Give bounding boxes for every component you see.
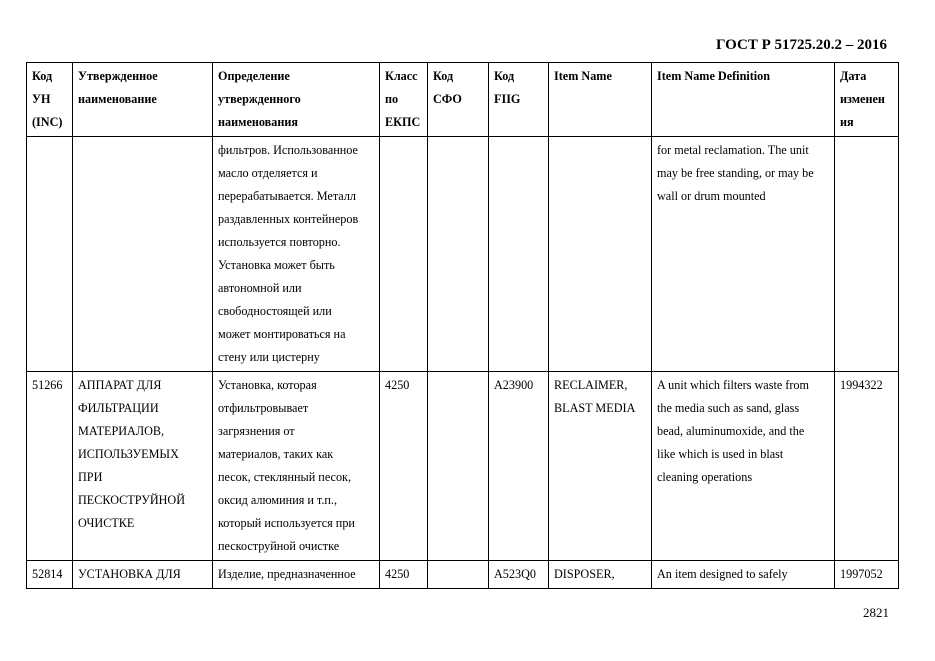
cell-line: An item designed to safely [657,567,788,581]
header-line: Определение [218,69,290,83]
cell-line: DISPOSER, [554,567,615,581]
header-line: Код [433,69,454,83]
header-line: Утвержденное [78,69,158,83]
cell-definition [213,137,380,372]
cell-line: like which is used in blast [657,447,784,461]
cell-line: загрязнения от [218,424,295,438]
header-definition [213,63,380,137]
cell-line: 4250 [385,567,410,581]
cell-fiig-code [489,372,549,561]
cell-fiig-code [489,561,549,589]
cell-line: may be free standing, or may be [657,166,814,180]
cell-sfo-code [428,561,489,589]
cell-definition [213,561,380,589]
cell-line: масло отделяется и [218,166,318,180]
cell-line: A523Q0 [494,567,536,581]
cell-line: фильтров. Использованное [218,143,358,157]
cell-line: wall or drum mounted [657,189,766,203]
header-line: FIIG [494,92,521,106]
cell-line: 4250 [385,378,410,392]
cell-definition [213,372,380,561]
cell-line: ФИЛЬТРАЦИИ [78,401,159,415]
header-sfo-code [428,63,489,137]
header-line: ия [840,115,854,129]
cell-change-date [835,561,899,589]
cell-line: BLAST MEDIA [554,401,636,415]
header-line: УН [32,92,51,106]
cell-line: который используется при [218,516,355,530]
header-approved-name [73,63,213,137]
cell-code-un-inc [27,372,73,561]
cell-line: the media such as sand, glass [657,401,800,415]
cell-item-name-definition [652,372,835,561]
cell-change-date [835,137,899,372]
cell-line: 1994322 [840,378,883,392]
cell-line: перерабатывается. Металл [218,189,356,203]
header-line: ЕКПС [385,115,421,129]
cell-line: Изделие, предназначенное [218,567,356,581]
cell-item-name [549,372,652,561]
header-line: Код [32,69,53,83]
table-header-row [27,63,899,137]
cell-line: RECLAIMER, [554,378,628,392]
cell-line: песок, стеклянный песок, [218,470,352,484]
cell-line: стену или цистерну [218,350,320,364]
cell-line: АППАРАТ ДЛЯ [78,378,162,392]
header-line: утвержденного [218,92,301,106]
header-item-name [549,63,652,137]
cell-ekps-class [380,137,428,372]
header-code-un-inc [27,63,73,137]
cell-line: отфильтровывает [218,401,309,415]
header-line: Item Name Definition [657,69,771,83]
cell-line: УСТАНОВКА ДЛЯ [78,567,181,581]
cell-line: ПЕСКОСТРУЙНОЙ [78,493,186,507]
cell-line: ИСПОЛЬЗУЕМЫХ [78,447,179,461]
header-change-date [835,63,899,137]
page-number: 2821 [863,605,889,620]
cell-approved-name [73,372,213,561]
cell-line: Установка, которая [218,378,317,392]
header-line: по [385,92,399,106]
document-header: ГОСТ Р 51725.20.2 – 2016 [715,37,887,53]
cell-line: 51266 [32,378,63,392]
cell-line: раздавленных контейнеров [218,212,359,226]
cell-approved-name [73,561,213,589]
cell-item-name [549,137,652,372]
header-fiig-code [489,63,549,137]
cell-line: for metal reclamation. The unit [657,143,809,157]
cell-line: ОЧИСТКЕ [78,516,135,530]
cell-line: может монтироваться на [218,327,346,341]
header-line: Класс [385,69,418,83]
table-row [27,561,899,589]
cell-line: автономной или [218,281,302,295]
cell-line: материалов, таких как [218,447,334,461]
cell-item-name-definition [652,137,835,372]
cell-approved-name [73,137,213,372]
header-line: изменен [840,92,885,106]
header-line: наименования [218,115,298,129]
header-line: (INC) [32,115,63,129]
header-line: Дата [840,69,867,83]
cell-code-un-inc [27,137,73,372]
cell-ekps-class [380,561,428,589]
cell-line: 1997052 [840,567,883,581]
header-line: наименование [78,92,157,106]
cell-sfo-code [428,372,489,561]
cell-line: A23900 [494,378,534,392]
cell-line: пескоструйной очистке [218,539,340,553]
cell-line: bead, aluminumoxide, and the [657,424,805,438]
classification-table [26,62,899,589]
cell-code-un-inc [27,561,73,589]
cell-line: оксид алюминия и т.п., [218,493,338,507]
cell-line: 52814 [32,567,63,581]
cell-line: ПРИ [78,470,103,484]
cell-line: свободностоящей или [218,304,332,318]
cell-change-date [835,372,899,561]
table-row [27,372,899,561]
cell-line: Установка может быть [218,258,335,272]
header-line: Код [494,69,515,83]
header-ekps-class [380,63,428,137]
cell-item-name-definition [652,561,835,589]
header-line: Item Name [554,69,612,83]
cell-item-name [549,561,652,589]
cell-ekps-class [380,372,428,561]
cell-line: cleaning operations [657,470,753,484]
cell-line: МАТЕРИАЛОВ, [78,424,165,438]
table-row [27,137,899,372]
cell-line: используется повторно. [218,235,341,249]
header-item-name-definition [652,63,835,137]
cell-fiig-code [489,137,549,372]
cell-line: A unit which filters waste from [657,378,809,392]
header-line: СФО [433,92,462,106]
cell-sfo-code [428,137,489,372]
